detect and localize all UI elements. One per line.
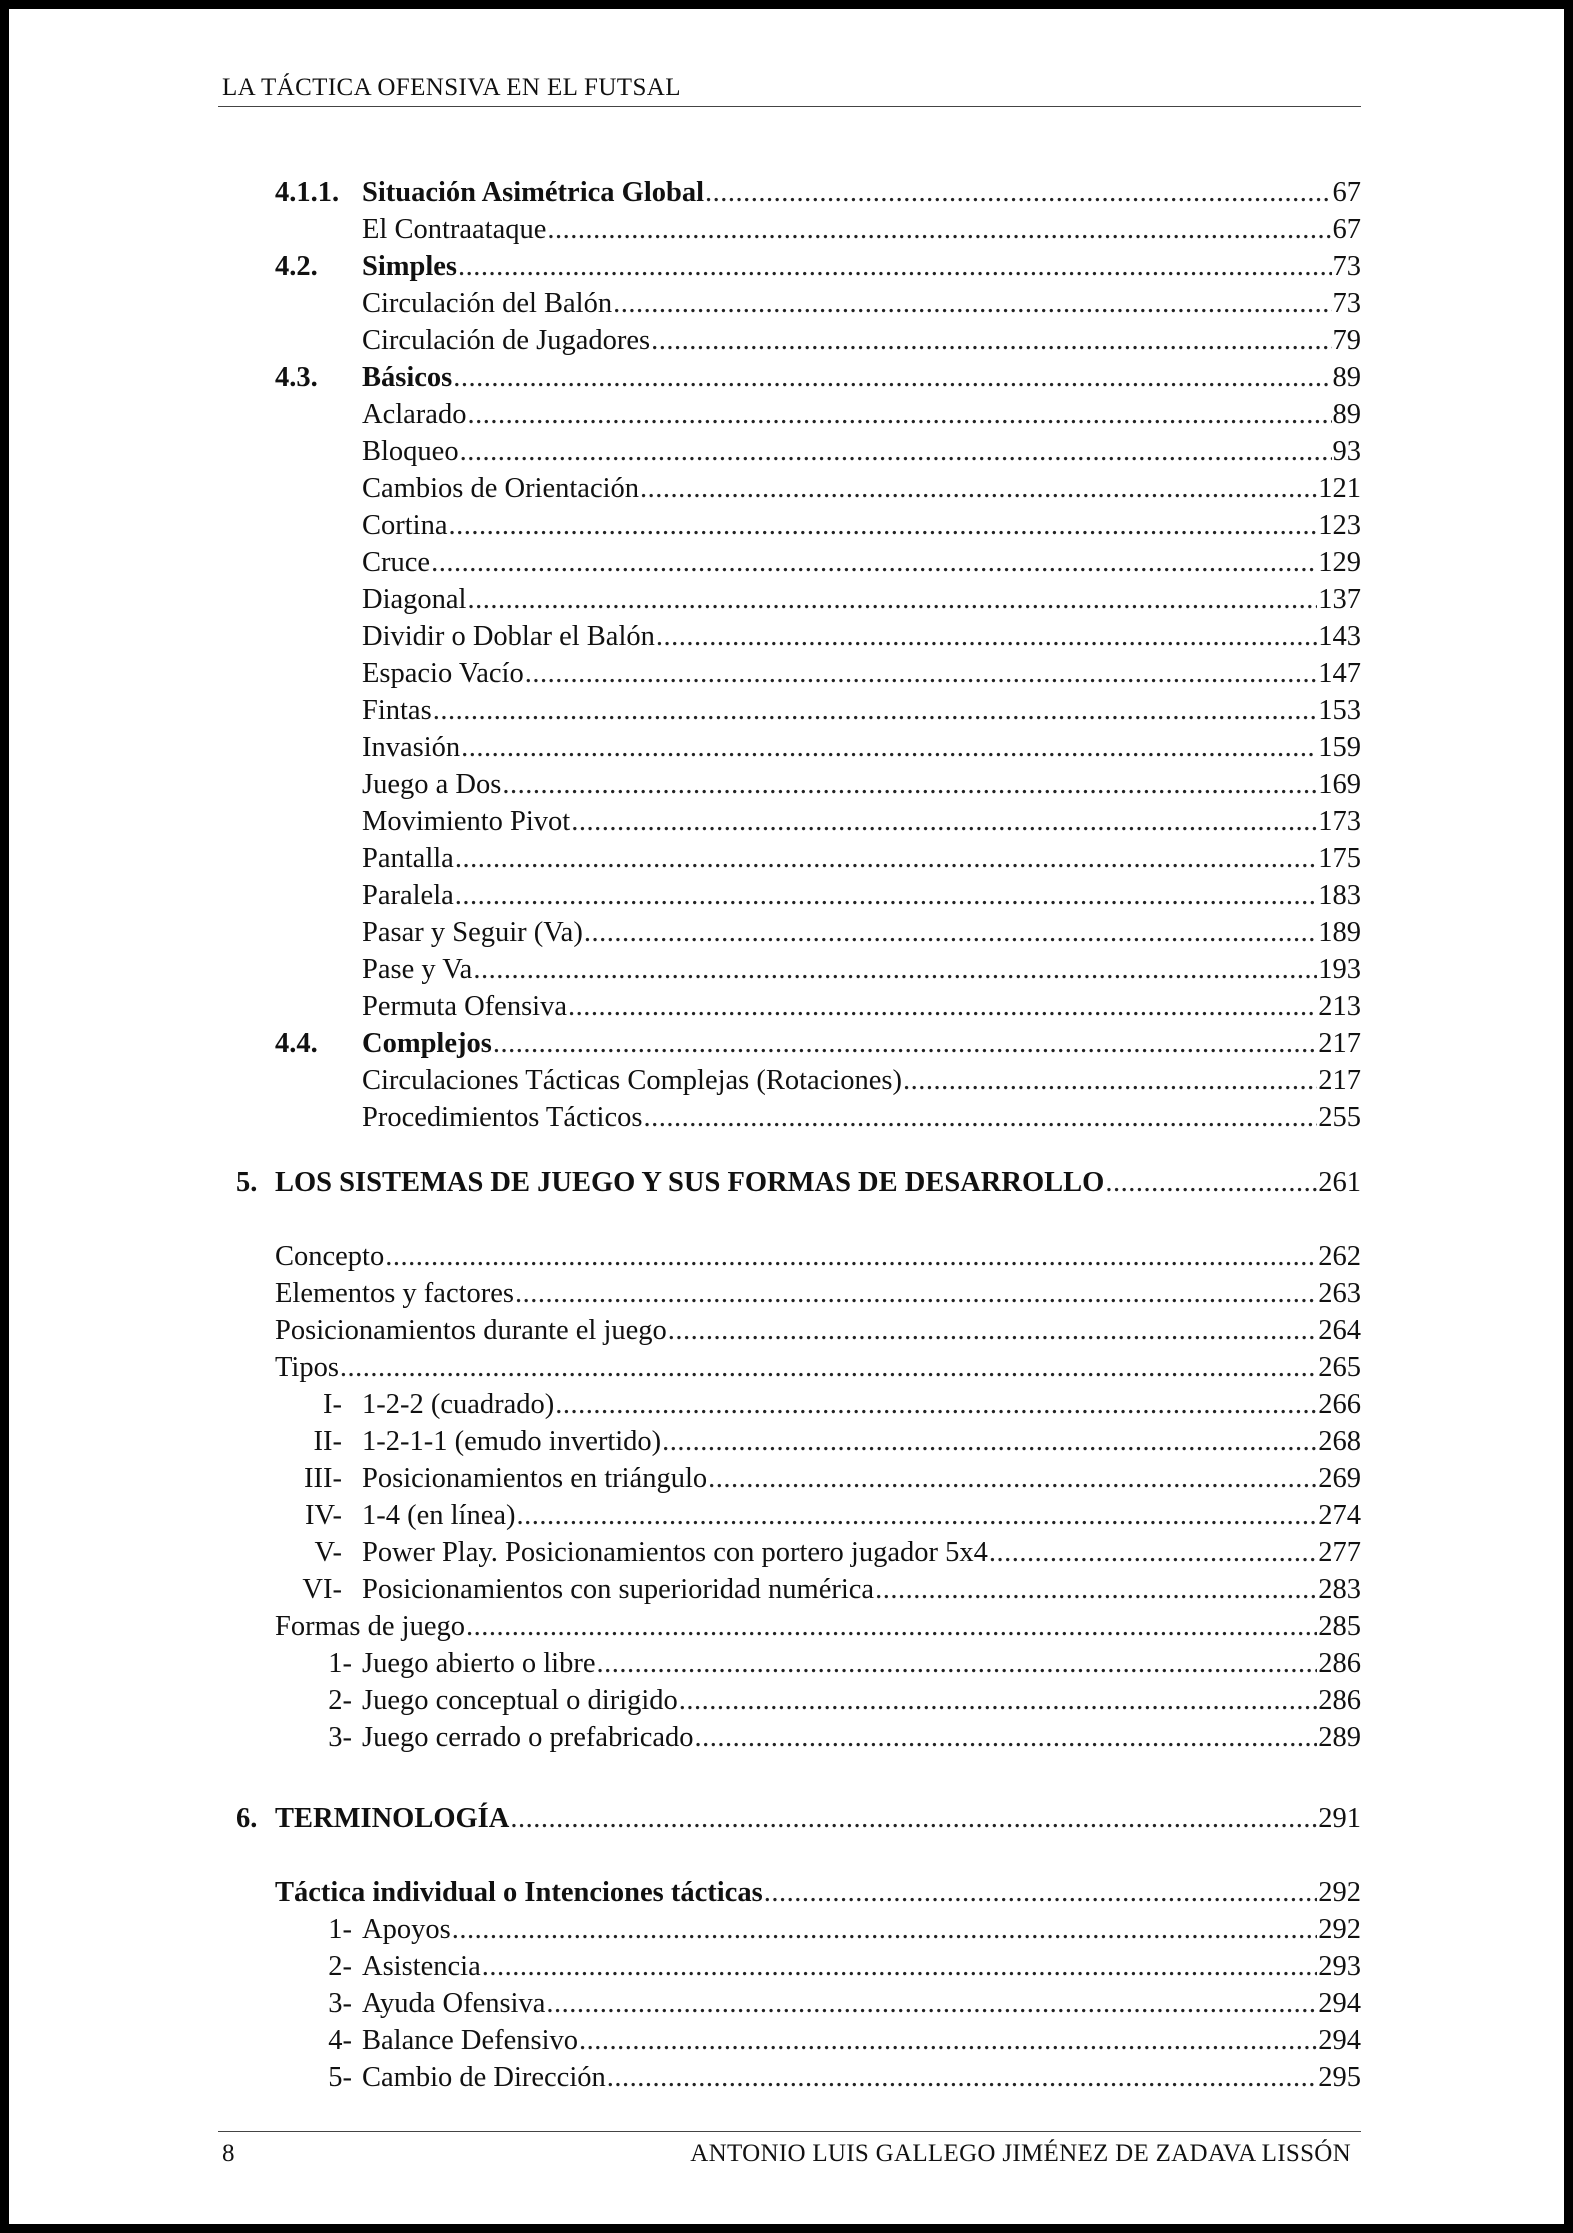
dot-leader <box>596 1645 1317 1682</box>
toc-entry-title: Pase y Va <box>362 954 473 985</box>
toc-entry-page: 217 <box>1318 1028 1361 1059</box>
toc-entry-number: 2- <box>328 1685 352 1716</box>
toc-entry-page: 73 <box>1332 288 1361 319</box>
dot-leader <box>510 1800 1317 1837</box>
toc-entry[interactable] <box>362 1682 1361 1719</box>
toc-entry-page: 93 <box>1332 436 1361 467</box>
dot-leader <box>493 1025 1317 1062</box>
toc-entry-title: TERMINOLOGÍA <box>275 1803 510 1834</box>
toc-entry-title: Apoyos <box>362 1914 451 1945</box>
toc-entry[interactable] <box>275 1238 1361 1275</box>
toc-entry-title: El Contraataque <box>362 214 547 245</box>
dot-leader <box>458 248 1331 285</box>
toc-entry[interactable] <box>362 766 1361 803</box>
toc-entry-page: 169 <box>1318 769 1361 800</box>
dot-leader <box>461 729 1317 766</box>
toc-entry[interactable] <box>362 1985 1361 2022</box>
dot-leader <box>453 359 1331 396</box>
toc-entry-title: Cambio de Dirección <box>362 2062 606 2093</box>
toc-entry-title: Permuta Ofensiva <box>362 991 567 1022</box>
toc-entry-page: 217 <box>1318 1065 1361 1096</box>
footer-author: ANTONIO LUIS GALLEGO JIMÉNEZ DE ZADAVA LISSÓN <box>690 2140 1351 2167</box>
dot-leader <box>473 951 1317 988</box>
toc-entry-page: 286 <box>1318 1685 1361 1716</box>
toc-entry[interactable] <box>362 1948 1361 1985</box>
toc-entry-title: Complejos <box>362 1028 492 1059</box>
toc-entry-number: V- <box>314 1537 342 1568</box>
toc-entry-number: 3- <box>328 1988 352 2019</box>
toc-entry-page: 285 <box>1318 1611 1361 1642</box>
footer-page-number: 8 <box>222 2140 235 2167</box>
toc-entry-page: 286 <box>1318 1648 1361 1679</box>
toc-entry-page: 274 <box>1318 1500 1361 1531</box>
dot-leader <box>668 1312 1317 1349</box>
toc-entry-page: 143 <box>1318 621 1361 652</box>
toc-entry-page: 129 <box>1318 547 1361 578</box>
toc-entry-page: 153 <box>1318 695 1361 726</box>
toc-entry-page: 175 <box>1318 843 1361 874</box>
toc-entry-title: Situación Asimétrica Global <box>362 177 704 208</box>
dot-leader <box>340 1349 1317 1386</box>
dot-leader <box>449 507 1318 544</box>
toc-entry[interactable] <box>362 877 1361 914</box>
toc-entry-number: I- <box>323 1389 342 1420</box>
toc-entry[interactable] <box>362 618 1361 655</box>
toc-entry-title: Simples <box>362 251 458 282</box>
toc-entry-title: Ayuda Ofensiva <box>362 1988 546 2019</box>
toc-entry-title: Circulación del Balón <box>362 288 613 319</box>
toc-entry[interactable] <box>362 359 1361 396</box>
toc-entry-page: 277 <box>1318 1537 1361 1568</box>
dot-leader <box>651 322 1331 359</box>
toc-entry-title: Posicionamientos durante el juego <box>275 1315 667 1346</box>
toc-entry-page: 159 <box>1318 732 1361 763</box>
toc-entry[interactable] <box>362 988 1361 1025</box>
toc-entry-page: 213 <box>1318 991 1361 1022</box>
toc-entry-page: 183 <box>1318 880 1361 911</box>
toc-entry[interactable] <box>362 433 1361 470</box>
toc-entry[interactable] <box>275 1275 1361 1312</box>
dot-leader <box>643 1099 1317 1136</box>
toc-entry-number: 4.1.1. <box>275 177 340 208</box>
toc-entry-title: Cambios de Orientación <box>362 473 640 504</box>
dot-leader <box>546 1985 1317 2022</box>
toc-entry-number: VI- <box>302 1574 342 1605</box>
toc-entry[interactable] <box>275 1349 1361 1386</box>
footer-rule <box>218 2131 1361 2132</box>
toc-entry-title: LOS SISTEMAS DE JUEGO Y SUS FORMAS DE DESARROLLO <box>275 1167 1105 1198</box>
toc-entry[interactable] <box>362 914 1361 951</box>
dot-leader <box>662 1423 1317 1460</box>
dot-leader <box>579 2022 1317 2059</box>
toc-entry-number: III- <box>304 1463 342 1494</box>
toc-entry[interactable] <box>362 1645 1361 1682</box>
dot-leader <box>455 877 1317 914</box>
toc-entry-page: 266 <box>1318 1389 1361 1420</box>
toc-entry[interactable] <box>362 211 1361 248</box>
toc-entry[interactable] <box>362 1719 1361 1756</box>
toc-entry-title: Juego a Dos <box>362 769 502 800</box>
toc-entry-title: Circulación de Jugadores <box>362 325 651 356</box>
dot-leader <box>679 1682 1317 1719</box>
toc-entry[interactable] <box>362 1497 1361 1534</box>
toc-entry[interactable] <box>362 248 1361 285</box>
toc-entry[interactable] <box>362 1911 1361 1948</box>
dot-leader <box>433 692 1318 729</box>
dot-leader <box>568 988 1317 1025</box>
toc-entry-page: 269 <box>1318 1463 1361 1494</box>
toc-entry-page: 264 <box>1318 1315 1361 1346</box>
toc-entry-title: Cruce <box>362 547 431 578</box>
dot-leader <box>903 1062 1317 1099</box>
toc-entry-number: 4.2. <box>275 251 318 282</box>
toc-entry-page: 265 <box>1318 1352 1361 1383</box>
toc-entry[interactable] <box>362 174 1361 211</box>
dot-leader <box>584 914 1317 951</box>
toc-entry[interactable] <box>362 840 1361 877</box>
toc-entry-page: 283 <box>1318 1574 1361 1605</box>
toc-entry-page: 123 <box>1318 510 1361 541</box>
dot-leader <box>989 1534 1317 1571</box>
toc-entry-title: Bloqueo <box>362 436 459 467</box>
toc-entry[interactable] <box>362 470 1361 507</box>
toc-entry-title: Concepto <box>275 1241 385 1272</box>
toc-entry[interactable] <box>362 544 1361 581</box>
toc-entry-title: Procedimientos Tácticos <box>362 1102 643 1133</box>
toc-entry-page: 268 <box>1318 1426 1361 1457</box>
toc-entry-title: Táctica individual o Intenciones tácticas <box>275 1877 763 1908</box>
toc-entry-number: 3- <box>328 1722 352 1753</box>
toc-entry-title: Pantalla <box>362 843 454 874</box>
dot-leader <box>466 1608 1317 1645</box>
toc-entry[interactable] <box>362 322 1361 359</box>
toc-entry-title: Paralela <box>362 880 454 911</box>
toc-entry-title: Cortina <box>362 510 448 541</box>
dot-leader <box>482 1948 1318 1985</box>
toc-entry-page: 292 <box>1318 1877 1361 1908</box>
dot-leader <box>571 803 1317 840</box>
toc-entry-title: Posicionamientos en triángulo <box>362 1463 708 1494</box>
dot-leader <box>640 470 1317 507</box>
toc-entry-page: 73 <box>1332 251 1361 282</box>
toc-entry-page: 189 <box>1318 917 1361 948</box>
toc-entry-page: 67 <box>1332 214 1361 245</box>
toc-entry-title: Circulaciones Tácticas Complejas (Rotaciones) <box>362 1065 903 1096</box>
toc-entry-title: Elementos y factores <box>275 1278 514 1309</box>
toc-entry-number: II- <box>313 1426 342 1457</box>
dot-leader <box>607 2059 1317 2096</box>
toc-entry-page: 121 <box>1318 473 1361 504</box>
toc-entry-title: Posicionamientos con superioridad numérica <box>362 1574 875 1605</box>
toc-entry[interactable] <box>362 396 1361 433</box>
dot-leader <box>467 581 1317 618</box>
toc-entry-number: 4.3. <box>275 362 318 393</box>
dot-leader <box>515 1275 1317 1312</box>
toc-entry-number: 6. <box>236 1803 258 1834</box>
toc-entry-number: 1- <box>328 1914 352 1945</box>
toc-entry[interactable] <box>362 1534 1361 1571</box>
toc-entry[interactable] <box>275 1312 1361 1349</box>
toc-entry-number: 4- <box>328 2025 352 2056</box>
toc-entry[interactable] <box>362 729 1361 766</box>
toc-entry-page: 147 <box>1318 658 1361 689</box>
toc-entry[interactable] <box>362 1460 1361 1497</box>
toc-entry-title: Juego cerrado o prefabricado <box>362 1722 694 1753</box>
toc-entry-title: Balance Defensivo <box>362 2025 579 2056</box>
toc-entry-page: 294 <box>1318 1988 1361 2019</box>
toc-entry-title: 1-2-1-1 (emudo invertido) <box>362 1426 662 1457</box>
toc-entry[interactable] <box>362 1571 1361 1608</box>
toc-entry-number: 2- <box>328 1951 352 1982</box>
dot-leader <box>525 655 1318 692</box>
toc-entry-title: Pasar y Seguir (Va) <box>362 917 583 948</box>
toc-entry-title: Movimiento Pivot <box>362 806 571 837</box>
toc-entry-page: 295 <box>1318 2062 1361 2093</box>
toc-entry-page: 89 <box>1332 399 1361 430</box>
toc-entry[interactable] <box>275 1800 1361 1837</box>
toc-entry[interactable] <box>362 2059 1361 2096</box>
toc-entry[interactable] <box>275 1874 1361 1911</box>
toc-entry-title: Dividir o Doblar el Balón <box>362 621 655 652</box>
dot-leader <box>708 1460 1317 1497</box>
toc-entry[interactable] <box>362 507 1361 544</box>
dot-leader <box>460 433 1332 470</box>
toc-entry[interactable] <box>362 951 1361 988</box>
toc-entry-title: 1-2-2 (cuadrado) <box>362 1389 555 1420</box>
toc-entry-page: 293 <box>1318 1951 1361 1982</box>
toc-entry-page: 294 <box>1318 2025 1361 2056</box>
toc-entry[interactable] <box>362 803 1361 840</box>
toc-entry[interactable] <box>275 1164 1361 1201</box>
toc-entry-title: Aclarado <box>362 399 467 430</box>
dot-leader <box>547 211 1331 248</box>
toc-entry-title: Invasión <box>362 732 461 763</box>
toc-entry-number: 4.4. <box>275 1028 318 1059</box>
toc-entry-page: 173 <box>1318 806 1361 837</box>
dot-leader <box>613 285 1331 322</box>
toc-entry-page: 193 <box>1318 954 1361 985</box>
toc-entry-title: Power Play. Posicionamientos con portero jugador 5x4 <box>362 1537 988 1568</box>
dot-leader <box>502 766 1317 803</box>
toc-entry-number: 5. <box>236 1167 258 1198</box>
toc-entry-page: 292 <box>1318 1914 1361 1945</box>
toc-entry[interactable] <box>362 285 1361 322</box>
dot-leader <box>1105 1164 1317 1201</box>
toc-entry-page: 79 <box>1332 325 1361 356</box>
toc-entry[interactable] <box>362 692 1361 729</box>
toc-entry-page: 291 <box>1318 1803 1361 1834</box>
toc-entry[interactable] <box>362 2022 1361 2059</box>
toc-entry[interactable] <box>362 655 1361 692</box>
toc-entry-number: IV- <box>305 1500 342 1531</box>
toc-entry-title: Básicos <box>362 362 453 393</box>
toc-entry[interactable] <box>362 1099 1361 1136</box>
toc-entry-title: Juego abierto o libre <box>362 1648 596 1679</box>
toc-entry-page: 263 <box>1318 1278 1361 1309</box>
dot-leader <box>555 1386 1317 1423</box>
dot-leader <box>764 1874 1318 1911</box>
toc-entry-title: Tipos <box>275 1352 339 1383</box>
toc-entry-title: Formas de juego <box>275 1611 465 1642</box>
toc-entry-page: 289 <box>1318 1722 1361 1753</box>
toc-entry-title: Juego conceptual o dirigido <box>362 1685 678 1716</box>
dot-leader <box>875 1571 1317 1608</box>
toc-entry-title: Fintas <box>362 695 432 726</box>
dot-leader <box>385 1238 1317 1275</box>
dot-leader <box>695 1719 1318 1756</box>
toc-entry-page: 262 <box>1318 1241 1361 1272</box>
dot-leader <box>517 1497 1318 1534</box>
toc-entry-page: 67 <box>1332 177 1361 208</box>
dot-leader <box>656 618 1317 655</box>
dot-leader <box>431 544 1317 581</box>
toc-entry-page: 89 <box>1332 362 1361 393</box>
toc-entry-number: 1- <box>328 1648 352 1679</box>
running-header: LA TÁCTICA OFENSIVA EN EL FUTSAL <box>222 74 681 101</box>
toc-entry[interactable] <box>362 1025 1361 1062</box>
toc-entry-page: 261 <box>1318 1167 1361 1198</box>
dot-leader <box>705 174 1332 211</box>
toc-entry[interactable] <box>275 1608 1361 1645</box>
toc-entry-page: 255 <box>1318 1102 1361 1133</box>
toc-entry[interactable] <box>362 1386 1361 1423</box>
toc-entry-title: Espacio Vacío <box>362 658 524 689</box>
dot-leader <box>452 1911 1318 1948</box>
toc-entry[interactable] <box>362 581 1361 618</box>
toc-entry[interactable] <box>362 1062 1361 1099</box>
toc-entry-title: 1-4 (en línea) <box>362 1500 516 1531</box>
toc-entry-number: 5- <box>328 2062 352 2093</box>
toc-entry-title: Diagonal <box>362 584 467 615</box>
toc-entry[interactable] <box>362 1423 1361 1460</box>
dot-leader <box>467 396 1331 433</box>
toc-entry-page: 137 <box>1318 584 1361 615</box>
toc-entry-title: Asistencia <box>362 1951 481 1982</box>
dot-leader <box>455 840 1317 877</box>
